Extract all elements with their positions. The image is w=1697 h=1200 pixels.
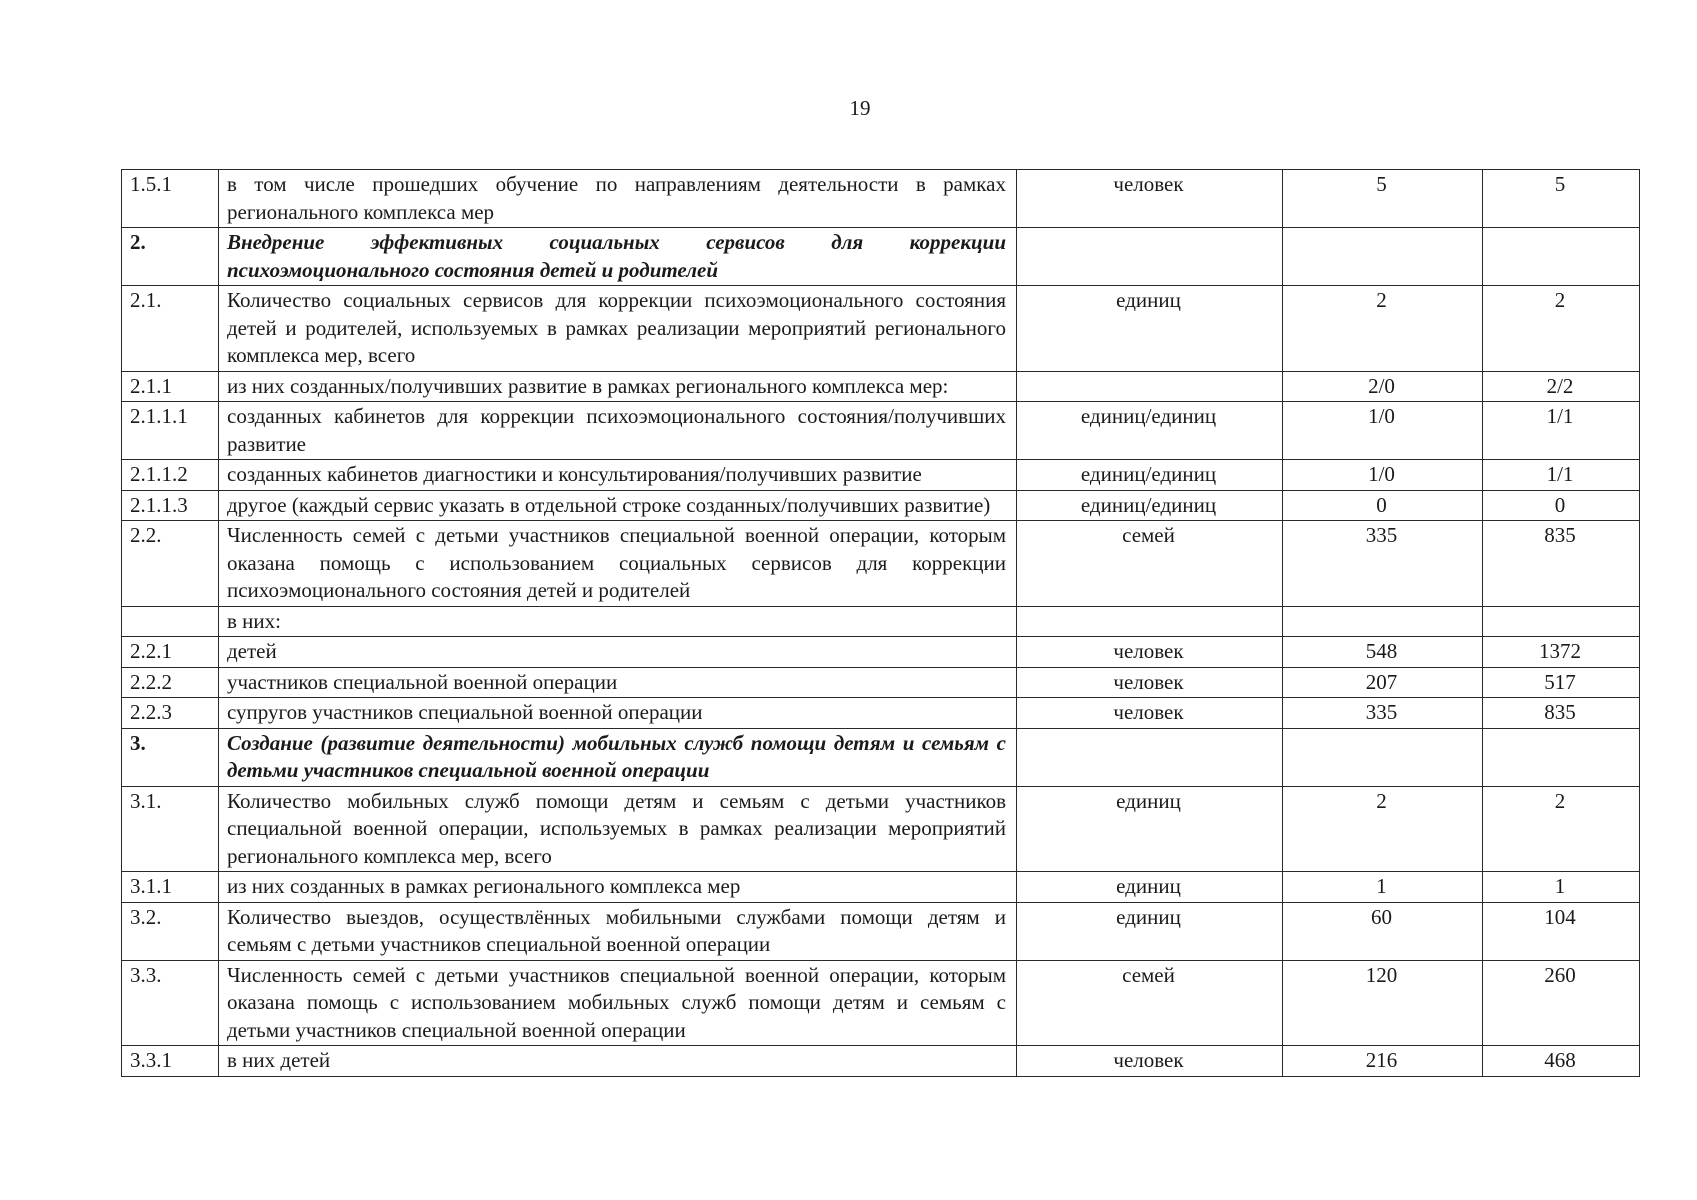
row-value-1-cell bbox=[1283, 228, 1483, 286]
row-value-2-cell: 2 bbox=[1483, 786, 1640, 872]
row-description-cell: участников специальной военной операции bbox=[219, 667, 1017, 698]
row-description-cell: Численность семей с детьми участников специальной военной операции, которым оказана помощь с использованием социальных сервисов для коррекции психоэмоционального состояния детей и родителей bbox=[219, 521, 1017, 607]
table-row bbox=[122, 728, 1640, 786]
row-value-1-cell: 2 bbox=[1283, 786, 1483, 872]
row-number-cell: 2.1.1.2 bbox=[122, 460, 219, 491]
row-unit-cell bbox=[1017, 371, 1283, 402]
row-value-1-cell: 207 bbox=[1283, 667, 1483, 698]
table-row bbox=[122, 170, 1640, 228]
row-value-1-cell: 120 bbox=[1283, 960, 1483, 1046]
row-number-cell bbox=[122, 606, 219, 637]
row-unit-cell: единиц bbox=[1017, 786, 1283, 872]
row-value-1-cell: 1 bbox=[1283, 872, 1483, 903]
row-description-cell: созданных кабинетов диагностики и консультирования/получивших развитие bbox=[219, 460, 1017, 491]
row-value-2-cell: 104 bbox=[1483, 902, 1640, 960]
row-unit-cell: человек bbox=[1017, 667, 1283, 698]
row-value-1-cell: 1/0 bbox=[1283, 402, 1483, 460]
row-value-2-cell: 5 bbox=[1483, 170, 1640, 228]
row-value-2-cell: 2/2 bbox=[1483, 371, 1640, 402]
table-row bbox=[122, 371, 1640, 402]
row-value-2-cell: 2 bbox=[1483, 286, 1640, 372]
row-value-2-cell: 835 bbox=[1483, 698, 1640, 729]
row-value-2-cell bbox=[1483, 728, 1640, 786]
row-description-cell: из них созданных в рамках регионального комплекса мер bbox=[219, 872, 1017, 903]
row-number-cell: 2.2. bbox=[122, 521, 219, 607]
row-value-2-cell bbox=[1483, 606, 1640, 637]
row-description-cell: Количество мобильных служб помощи детям и семьям с детьми участников специальной военной операции, используемых в рамках реализации мероприятий регионального комплекса мер, всего bbox=[219, 786, 1017, 872]
row-value-1-cell: 216 bbox=[1283, 1046, 1483, 1077]
table-row bbox=[122, 637, 1640, 668]
row-number-cell: 3.2. bbox=[122, 902, 219, 960]
row-description-cell: Внедрение эффективных социальных сервисов для коррекции психоэмоционального состояния детей и родителей bbox=[219, 228, 1017, 286]
row-unit-cell: единиц/единиц bbox=[1017, 460, 1283, 491]
table-row bbox=[122, 521, 1640, 607]
row-unit-cell: единиц/единиц bbox=[1017, 490, 1283, 521]
row-unit-cell: человек bbox=[1017, 698, 1283, 729]
row-unit-cell: семей bbox=[1017, 960, 1283, 1046]
indicators-table bbox=[121, 169, 1640, 1077]
row-number-cell: 3.1.1 bbox=[122, 872, 219, 903]
row-description-cell: созданных кабинетов для коррекции психоэмоционального состояния/получивших развитие bbox=[219, 402, 1017, 460]
table-row bbox=[122, 872, 1640, 903]
row-number-cell: 3.1. bbox=[122, 786, 219, 872]
row-description-cell: Количество выездов, осуществлённых мобильными службами помощи детям и семьям с детьми участников специальной военной операции bbox=[219, 902, 1017, 960]
table-row bbox=[122, 698, 1640, 729]
row-unit-cell: единиц bbox=[1017, 286, 1283, 372]
table-row bbox=[122, 902, 1640, 960]
row-value-1-cell: 2/0 bbox=[1283, 371, 1483, 402]
row-number-cell: 3.3. bbox=[122, 960, 219, 1046]
row-description-cell: из них созданных/получивших развитие в рамках регионального комплекса мер: bbox=[219, 371, 1017, 402]
row-unit-cell bbox=[1017, 728, 1283, 786]
row-value-2-cell: 1 bbox=[1483, 872, 1640, 903]
row-value-2-cell: 0 bbox=[1483, 490, 1640, 521]
row-value-2-cell: 835 bbox=[1483, 521, 1640, 607]
table-row bbox=[122, 667, 1640, 698]
row-value-1-cell: 335 bbox=[1283, 521, 1483, 607]
row-value-2-cell bbox=[1483, 228, 1640, 286]
row-value-1-cell: 2 bbox=[1283, 286, 1483, 372]
row-unit-cell bbox=[1017, 606, 1283, 637]
table-body bbox=[122, 170, 1640, 1077]
table-row bbox=[122, 402, 1640, 460]
table-row bbox=[122, 1046, 1640, 1077]
row-value-2-cell: 260 bbox=[1483, 960, 1640, 1046]
page-number: 19 bbox=[849, 96, 871, 120]
row-description-cell: в них детей bbox=[219, 1046, 1017, 1077]
row-description-cell: другое (каждый сервис указать в отдельной строке созданных/получивших развитие) bbox=[219, 490, 1017, 521]
row-description-cell: Создание (развитие деятельности) мобильных служб помощи детям и семьям с детьми участников специальной военной операции bbox=[219, 728, 1017, 786]
row-number-cell: 3. bbox=[122, 728, 219, 786]
row-value-2-cell: 468 bbox=[1483, 1046, 1640, 1077]
row-unit-cell: единиц bbox=[1017, 902, 1283, 960]
row-value-1-cell bbox=[1283, 606, 1483, 637]
table-row bbox=[122, 960, 1640, 1046]
row-number-cell: 2.1.1.3 bbox=[122, 490, 219, 521]
row-description-cell: в них: bbox=[219, 606, 1017, 637]
row-description-cell: Количество социальных сервисов для коррекции психоэмоционального состояния детей и родителей, используемых в рамках реализации мероприятий регионального комплекса мер, всего bbox=[219, 286, 1017, 372]
row-value-1-cell: 0 bbox=[1283, 490, 1483, 521]
row-unit-cell: человек bbox=[1017, 637, 1283, 668]
row-number-cell: 2.2.3 bbox=[122, 698, 219, 729]
row-value-1-cell: 60 bbox=[1283, 902, 1483, 960]
table-row bbox=[122, 286, 1640, 372]
row-number-cell: 2.2.1 bbox=[122, 637, 219, 668]
row-unit-cell: человек bbox=[1017, 1046, 1283, 1077]
row-unit-cell: единиц/единиц bbox=[1017, 402, 1283, 460]
row-number-cell: 2.1.1 bbox=[122, 371, 219, 402]
row-value-1-cell: 1/0 bbox=[1283, 460, 1483, 491]
row-value-2-cell: 1/1 bbox=[1483, 402, 1640, 460]
row-number-cell: 1.5.1 bbox=[122, 170, 219, 228]
row-description-cell: Численность семей с детьми участников специальной военной операции, которым оказана помощь с использованием мобильных служб помощи детям и семьям с детьми участников специальной военной операции bbox=[219, 960, 1017, 1046]
row-unit-cell: человек bbox=[1017, 170, 1283, 228]
table-row bbox=[122, 490, 1640, 521]
row-description-cell: в том числе прошедших обучение по направлениям деятельности в рамках регионального комплекса мер bbox=[219, 170, 1017, 228]
table-row bbox=[122, 606, 1640, 637]
row-number-cell: 2.1.1.1 bbox=[122, 402, 219, 460]
row-description-cell: детей bbox=[219, 637, 1017, 668]
row-value-1-cell: 548 bbox=[1283, 637, 1483, 668]
row-number-cell: 3.3.1 bbox=[122, 1046, 219, 1077]
table-row bbox=[122, 460, 1640, 491]
row-value-1-cell: 5 bbox=[1283, 170, 1483, 228]
row-number-cell: 2.1. bbox=[122, 286, 219, 372]
row-unit-cell: семей bbox=[1017, 521, 1283, 607]
table-row bbox=[122, 228, 1640, 286]
row-unit-cell bbox=[1017, 228, 1283, 286]
row-unit-cell: единиц bbox=[1017, 872, 1283, 903]
row-number-cell: 2.2.2 bbox=[122, 667, 219, 698]
row-description-cell: супругов участников специальной военной операции bbox=[219, 698, 1017, 729]
row-value-2-cell: 517 bbox=[1483, 667, 1640, 698]
row-value-1-cell bbox=[1283, 728, 1483, 786]
row-value-2-cell: 1372 bbox=[1483, 637, 1640, 668]
row-number-cell: 2. bbox=[122, 228, 219, 286]
row-value-2-cell: 1/1 bbox=[1483, 460, 1640, 491]
table-row bbox=[122, 786, 1640, 872]
row-value-1-cell: 335 bbox=[1283, 698, 1483, 729]
